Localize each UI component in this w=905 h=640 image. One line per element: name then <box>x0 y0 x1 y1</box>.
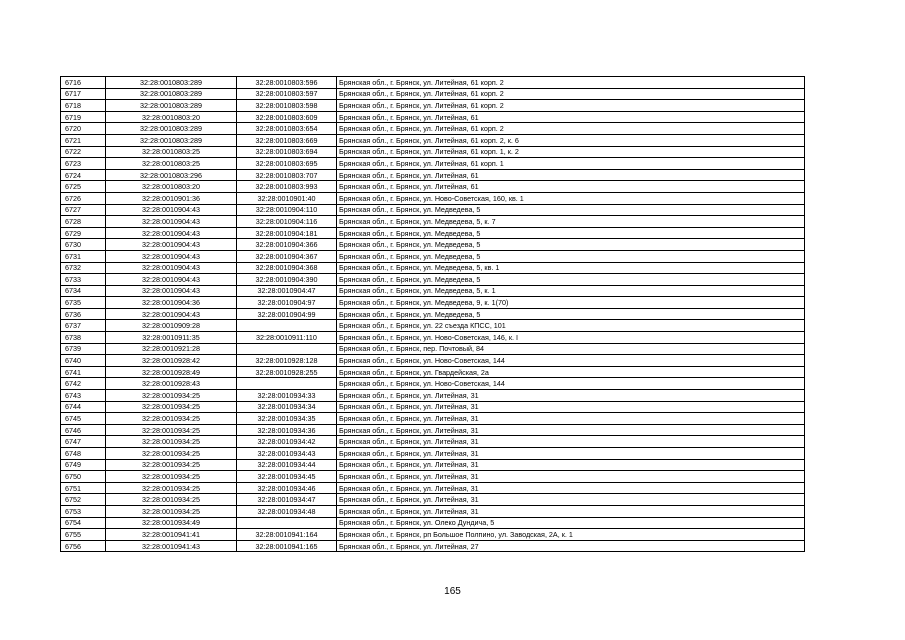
address-cell: Брянская обл., г. Брянск, ул. Литейная, 61 корп. 2, к. 6 <box>337 134 805 146</box>
row-number-cell: 6739 <box>61 343 106 355</box>
land-parcel-cadastral-cell: 32:28:0010904:43 <box>106 204 237 216</box>
row-number-cell: 6716 <box>61 77 106 89</box>
address-cell: Брянская обл., г. Брянск, ул. Литейная, 31 <box>337 482 805 494</box>
object-cadastral-cell: 32:28:0010941:164 <box>237 529 337 541</box>
table-row <box>61 227 805 239</box>
table-row <box>61 100 805 112</box>
object-cadastral-cell: 32:28:0010934:43 <box>237 448 337 460</box>
table-row <box>61 158 805 170</box>
address-cell: Брянская обл., г. Брянск, ул. Медведева, 5 <box>337 250 805 262</box>
address-cell: Брянская обл., г. Брянск, ул. Литейная, 31 <box>337 401 805 413</box>
land-parcel-cadastral-cell: 32:28:0010934:25 <box>106 494 237 506</box>
table-row <box>61 401 805 413</box>
row-number-cell: 6755 <box>61 529 106 541</box>
address-cell: Брянская обл., г. Брянск, ул. Литейная, 31 <box>337 413 805 425</box>
table-row <box>61 146 805 158</box>
table-row <box>61 343 805 355</box>
object-cadastral-cell: 32:28:0010904:47 <box>237 285 337 297</box>
land-parcel-cadastral-cell: 32:28:0010934:25 <box>106 436 237 448</box>
address-cell: Брянская обл., г. Брянск, ул. Литейная, 31 <box>337 494 805 506</box>
object-cadastral-cell: 32:28:0010928:255 <box>237 366 337 378</box>
address-cell: Брянская обл., г. Брянск, ул. Литейная, 31 <box>337 390 805 402</box>
address-cell: Брянская обл., г. Брянск, ул. Медведева, 5, к. 7 <box>337 216 805 228</box>
row-number-cell: 6738 <box>61 332 106 344</box>
object-cadastral-cell: 32:28:0010803:707 <box>237 169 337 181</box>
table-row <box>61 436 805 448</box>
table-row <box>61 494 805 506</box>
object-cadastral-cell: 32:28:0010803:598 <box>237 100 337 112</box>
table-row <box>61 459 805 471</box>
address-cell: Брянская обл., г. Брянск, ул. Литейная, 27 <box>337 540 805 552</box>
land-parcel-cadastral-cell: 32:28:0010934:25 <box>106 413 237 425</box>
land-parcel-cadastral-cell: 32:28:0010901:36 <box>106 192 237 204</box>
table-row <box>61 378 805 390</box>
address-cell: Брянская обл., г. Брянск, ул. Ново-Советская, 160, кв. 1 <box>337 192 805 204</box>
row-number-cell: 6736 <box>61 308 106 320</box>
land-parcel-cadastral-cell: 32:28:0010928:49 <box>106 366 237 378</box>
address-cell: Брянская обл., г. Брянск, ул. Литейная, 61 <box>337 111 805 123</box>
object-cadastral-cell: 32:28:0010904:97 <box>237 297 337 309</box>
table-row <box>61 250 805 262</box>
address-cell: Брянская обл., г. Брянск, ул. Гвардейская, 2а <box>337 366 805 378</box>
object-cadastral-cell: 32:28:0010904:116 <box>237 216 337 228</box>
address-cell: Брянская обл., г. Брянск, ул. Литейная, 31 <box>337 505 805 517</box>
row-number-cell: 6722 <box>61 146 106 158</box>
land-parcel-cadastral-cell: 32:28:0010803:20 <box>106 111 237 123</box>
address-cell: Брянская обл., г. Брянск, ул. Медведева, 5 <box>337 204 805 216</box>
address-cell: Брянская обл., г. Брянск, ул. Литейная, 31 <box>337 471 805 483</box>
address-cell: Брянская обл., г. Брянск, ул. Литейная, 61 корп. 1 <box>337 158 805 170</box>
land-parcel-cadastral-cell: 32:28:0010934:25 <box>106 448 237 460</box>
address-cell: Брянская обл., г. Брянск, ул. Литейная, 61 корп. 2 <box>337 100 805 112</box>
object-cadastral-cell: 32:28:0010941:165 <box>237 540 337 552</box>
object-cadastral-cell: 32:28:0010934:48 <box>237 505 337 517</box>
row-number-cell: 6730 <box>61 239 106 251</box>
land-parcel-cadastral-cell: 32:28:0010909:28 <box>106 320 237 332</box>
object-cadastral-cell <box>237 320 337 332</box>
row-number-cell: 6756 <box>61 540 106 552</box>
address-cell: Брянская обл., г. Брянск, ул. Литейная, 61 корп. 2 <box>337 77 805 89</box>
land-parcel-cadastral-cell: 32:28:0010803:289 <box>106 100 237 112</box>
land-parcel-cadastral-cell: 32:28:0010904:36 <box>106 297 237 309</box>
object-cadastral-cell: 32:28:0010904:181 <box>237 227 337 239</box>
object-cadastral-cell: 32:28:0010934:46 <box>237 482 337 494</box>
object-cadastral-cell: 32:28:0010904:110 <box>237 204 337 216</box>
table-row <box>61 134 805 146</box>
object-cadastral-cell: 32:28:0010934:45 <box>237 471 337 483</box>
row-number-cell: 6726 <box>61 192 106 204</box>
address-cell: Брянская обл., г. Брянск, ул. Литейная, 61 корп. 2 <box>337 123 805 135</box>
row-number-cell: 6749 <box>61 459 106 471</box>
land-parcel-cadastral-cell: 32:28:0010904:43 <box>106 216 237 228</box>
object-cadastral-cell: 32:28:0010901:40 <box>237 192 337 204</box>
table-row <box>61 77 805 89</box>
table-row <box>61 448 805 460</box>
row-number-cell: 6732 <box>61 262 106 274</box>
land-parcel-cadastral-cell: 32:28:0010934:25 <box>106 390 237 402</box>
land-parcel-cadastral-cell: 32:28:0010934:25 <box>106 482 237 494</box>
address-cell: Брянская обл., г. Брянск, рп Большое Полпино, ул. Заводская, 2А, к. 1 <box>337 529 805 541</box>
row-number-cell: 6724 <box>61 169 106 181</box>
table-row <box>61 529 805 541</box>
land-parcel-cadastral-cell: 32:28:0010803:20 <box>106 181 237 193</box>
address-cell: Брянская обл., г. Брянск, ул. Ново-Советская, 144 <box>337 355 805 367</box>
land-parcel-cadastral-cell: 32:28:0010934:25 <box>106 505 237 517</box>
land-parcel-cadastral-cell: 32:28:0010904:43 <box>106 227 237 239</box>
object-cadastral-cell: 32:28:0010904:99 <box>237 308 337 320</box>
object-cadastral-cell: 32:28:0010904:390 <box>237 274 337 286</box>
address-cell: Брянская обл., г. Брянск, ул. Медведева, 5 <box>337 227 805 239</box>
address-cell: Брянская обл., г. Брянск, пер. Почтовый, 84 <box>337 343 805 355</box>
address-cell: Брянская обл., г. Брянск, ул. Ново-Советская, 146, к. I <box>337 332 805 344</box>
row-number-cell: 6748 <box>61 448 106 460</box>
table-row <box>61 413 805 425</box>
land-parcel-cadastral-cell: 32:28:0010904:43 <box>106 274 237 286</box>
object-cadastral-cell: 32:28:0010911:110 <box>237 332 337 344</box>
land-parcel-cadastral-cell: 32:28:0010803:25 <box>106 158 237 170</box>
row-number-cell: 6743 <box>61 390 106 402</box>
table-row <box>61 192 805 204</box>
object-cadastral-cell: 32:28:0010803:654 <box>237 123 337 135</box>
row-number-cell: 6744 <box>61 401 106 413</box>
object-cadastral-cell: 32:28:0010904:366 <box>237 239 337 251</box>
row-number-cell: 6727 <box>61 204 106 216</box>
land-parcel-cadastral-cell: 32:28:0010928:42 <box>106 355 237 367</box>
row-number-cell: 6721 <box>61 134 106 146</box>
address-cell: Брянская обл., г. Брянск, ул. Медведева, 5 <box>337 239 805 251</box>
address-cell: Брянская обл., г. Брянск, ул. Литейная, 31 <box>337 459 805 471</box>
address-cell: Брянская обл., г. Брянск, ул. Медведева, 5 <box>337 274 805 286</box>
address-cell: Брянская обл., г. Брянск, ул. Литейная, 31 <box>337 424 805 436</box>
land-parcel-cadastral-cell: 32:28:0010941:41 <box>106 529 237 541</box>
table-row <box>61 332 805 344</box>
land-parcel-cadastral-cell: 32:28:0010904:43 <box>106 239 237 251</box>
row-number-cell: 6741 <box>61 366 106 378</box>
table-row <box>61 169 805 181</box>
land-parcel-cadastral-cell: 32:28:0010803:289 <box>106 134 237 146</box>
object-cadastral-cell <box>237 343 337 355</box>
row-number-cell: 6729 <box>61 227 106 239</box>
row-number-cell: 6753 <box>61 505 106 517</box>
address-cell: Брянская обл., г. Брянск, ул. Медведева, 5, к. 1 <box>337 285 805 297</box>
object-cadastral-cell: 32:28:0010928:128 <box>237 355 337 367</box>
row-number-cell: 6719 <box>61 111 106 123</box>
land-parcel-cadastral-cell: 32:28:0010803:289 <box>106 88 237 100</box>
address-cell: Брянская обл., г. Брянск, ул. Литейная, 61 <box>337 169 805 181</box>
row-number-cell: 6734 <box>61 285 106 297</box>
table-row <box>61 216 805 228</box>
row-number-cell: 6751 <box>61 482 106 494</box>
table-row <box>61 239 805 251</box>
object-cadastral-cell: 32:28:0010934:34 <box>237 401 337 413</box>
table-row <box>61 262 805 274</box>
row-number-cell: 6723 <box>61 158 106 170</box>
land-parcel-cadastral-cell: 32:28:0010934:25 <box>106 401 237 413</box>
land-parcel-cadastral-cell: 32:28:0010803:289 <box>106 77 237 89</box>
row-number-cell: 6731 <box>61 250 106 262</box>
object-cadastral-cell: 32:28:0010934:42 <box>237 436 337 448</box>
land-parcel-cadastral-cell: 32:28:0010803:25 <box>106 146 237 158</box>
row-number-cell: 6740 <box>61 355 106 367</box>
land-parcel-cadastral-cell: 32:28:0010941:43 <box>106 540 237 552</box>
land-parcel-cadastral-cell: 32:28:0010803:289 <box>106 123 237 135</box>
row-number-cell: 6737 <box>61 320 106 332</box>
row-number-cell: 6728 <box>61 216 106 228</box>
land-parcel-cadastral-cell: 32:28:0010904:43 <box>106 262 237 274</box>
table-row <box>61 471 805 483</box>
table-row <box>61 274 805 286</box>
address-cell: Брянская обл., г. Брянск, ул. Литейная, 31 <box>337 436 805 448</box>
land-parcel-cadastral-cell: 32:28:0010904:43 <box>106 285 237 297</box>
object-cadastral-cell <box>237 517 337 529</box>
table-row <box>61 366 805 378</box>
table-row <box>61 517 805 529</box>
row-number-cell: 6720 <box>61 123 106 135</box>
table-body <box>61 77 805 552</box>
land-parcel-cadastral-cell: 32:28:0010934:25 <box>106 459 237 471</box>
land-parcel-cadastral-cell: 32:28:0010904:43 <box>106 308 237 320</box>
object-cadastral-cell: 32:28:0010803:609 <box>237 111 337 123</box>
object-cadastral-cell: 32:28:0010803:597 <box>237 88 337 100</box>
table-row <box>61 88 805 100</box>
land-parcel-cadastral-cell: 32:28:0010934:25 <box>106 424 237 436</box>
row-number-cell: 6752 <box>61 494 106 506</box>
object-cadastral-cell: 32:28:0010803:694 <box>237 146 337 158</box>
row-number-cell: 6717 <box>61 88 106 100</box>
address-cell: Брянская обл., г. Брянск, ул. Литейная, 31 <box>337 448 805 460</box>
land-parcel-cadastral-cell: 32:28:0010911:35 <box>106 332 237 344</box>
row-number-cell: 6733 <box>61 274 106 286</box>
table-row <box>61 308 805 320</box>
object-cadastral-cell: 32:28:0010934:36 <box>237 424 337 436</box>
land-parcel-cadastral-cell: 32:28:0010803:296 <box>106 169 237 181</box>
object-cadastral-cell: 32:28:0010934:33 <box>237 390 337 402</box>
object-cadastral-cell <box>237 378 337 390</box>
table-row <box>61 355 805 367</box>
row-number-cell: 6742 <box>61 378 106 390</box>
land-parcel-cadastral-cell: 32:28:0010934:49 <box>106 517 237 529</box>
object-cadastral-cell: 32:28:0010803:596 <box>237 77 337 89</box>
table-row <box>61 482 805 494</box>
object-cadastral-cell: 32:28:0010934:44 <box>237 459 337 471</box>
table-row <box>61 390 805 402</box>
row-number-cell: 6746 <box>61 424 106 436</box>
row-number-cell: 6735 <box>61 297 106 309</box>
table-row <box>61 285 805 297</box>
page-number: 165 <box>444 586 461 597</box>
row-number-cell: 6754 <box>61 517 106 529</box>
table-row <box>61 320 805 332</box>
address-cell: Брянская обл., г. Брянск, ул. 22 съезда КПСС, 101 <box>337 320 805 332</box>
address-cell: Брянская обл., г. Брянск, ул. Литейная, 61 корп. 1, к. 2 <box>337 146 805 158</box>
table-row <box>61 111 805 123</box>
address-cell: Брянская обл., г. Брянск, ул. Медведева, 9, к. 1(70) <box>337 297 805 309</box>
address-cell: Брянская обл., г. Брянск, ул. Медведева, 5, кв. 1 <box>337 262 805 274</box>
object-cadastral-cell: 32:28:0010803:695 <box>237 158 337 170</box>
address-cell: Брянская обл., г. Брянск, ул. Медведева, 5 <box>337 308 805 320</box>
address-cell: Брянская обл., г. Брянск, ул. Литейная, 61 <box>337 181 805 193</box>
row-number-cell: 6747 <box>61 436 106 448</box>
land-parcel-cadastral-cell: 32:28:0010904:43 <box>106 250 237 262</box>
property-table <box>60 76 805 552</box>
table-row <box>61 424 805 436</box>
land-parcel-cadastral-cell: 32:28:0010921:28 <box>106 343 237 355</box>
land-parcel-cadastral-cell: 32:28:0010928:43 <box>106 378 237 390</box>
address-cell: Брянская обл., г. Брянск, ул. Литейная, 61 корп. 2 <box>337 88 805 100</box>
object-cadastral-cell: 32:28:0010803:993 <box>237 181 337 193</box>
table-row <box>61 123 805 135</box>
table-row <box>61 505 805 517</box>
table-row <box>61 181 805 193</box>
row-number-cell: 6725 <box>61 181 106 193</box>
row-number-cell: 6745 <box>61 413 106 425</box>
object-cadastral-cell: 32:28:0010904:367 <box>237 250 337 262</box>
address-cell: Брянская обл., г. Брянск, ул. Олеко Дундича, 5 <box>337 517 805 529</box>
object-cadastral-cell: 32:28:0010803:669 <box>237 134 337 146</box>
table-row <box>61 297 805 309</box>
address-cell: Брянская обл., г. Брянск, ул. Ново-Советская, 144 <box>337 378 805 390</box>
row-number-cell: 6718 <box>61 100 106 112</box>
table-row <box>61 204 805 216</box>
object-cadastral-cell: 32:28:0010904:368 <box>237 262 337 274</box>
object-cadastral-cell: 32:28:0010934:35 <box>237 413 337 425</box>
land-parcel-cadastral-cell: 32:28:0010934:25 <box>106 471 237 483</box>
object-cadastral-cell: 32:28:0010934:47 <box>237 494 337 506</box>
row-number-cell: 6750 <box>61 471 106 483</box>
table-row <box>61 540 805 552</box>
